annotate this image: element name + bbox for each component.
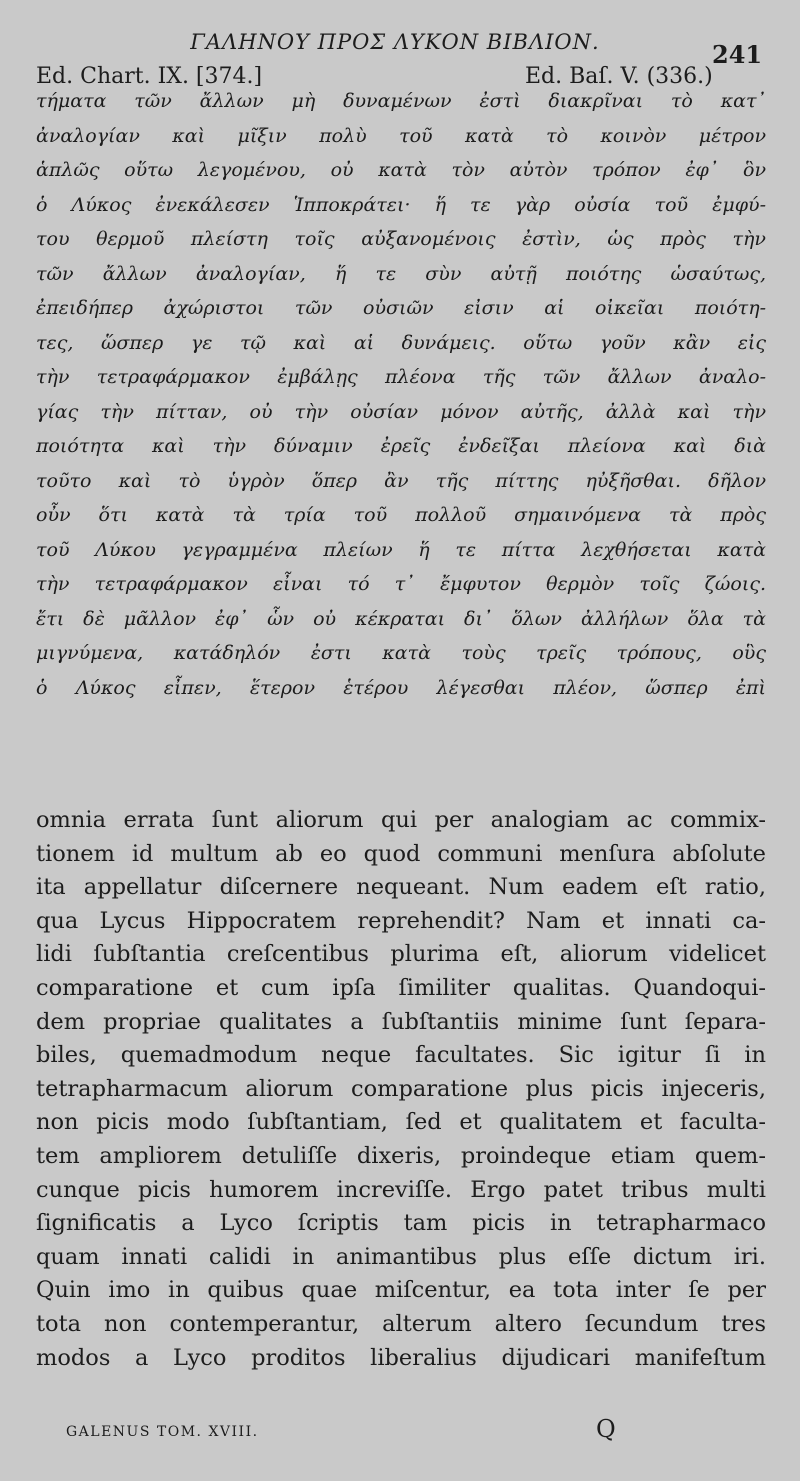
signature-mark: Q (596, 1415, 616, 1443)
greek-text-line: τες, ὥσπερ γε τῷ καὶ αἱ δυνάμεις. οὕτω γοῦν κἂν εἰς (36, 331, 766, 354)
greek-text-line: του θερμοῦ πλείστη τοῖς αὐξανομένοις ἐστὶν, ὡς πρὸς τὴν (36, 228, 766, 250)
greek-text-line: ἔτι δὲ μᾶλλον ἐφ᾽ ὧν οὐ κέκραται δι᾽ ὅλων ἀλλήλων ὅλα τὰ (36, 607, 766, 630)
latin-text-line: dem propriae qualitates a ſubſtantiis minime ſunt ſepara- (36, 1008, 766, 1035)
latin-text-line: omnia errata ſunt aliorum qui per analogiam ac commix- (36, 807, 766, 833)
page-number: 241 (712, 40, 763, 69)
greek-text-line: τοῦ Λύκου γεγραμμένα πλείων ἥ τε πίττα λεχθήσεται κατὰ (36, 538, 766, 561)
latin-text-line: quam innati calidi in animantibus plus eſſe dictum iri. (36, 1243, 766, 1270)
latin-text-line: ſignificatis a Lyco ſcriptis tam picis in tetrapharmaco (36, 1210, 766, 1237)
printer-signature: GALENUS TOM. XVIII. (66, 1424, 259, 1440)
greek-text-line: γίας τὴν πίτταν, οὐ τὴν οὐσίαν μόνον αὐτῆς, ἀλλὰ καὶ τὴν (36, 400, 766, 423)
greek-text-line: ὁ Λύκος ἐνεκάλεσεν Ἱπποκράτει· ἥ τε γὰρ οὐσία τοῦ ἐμφύ- (36, 193, 766, 216)
latin-text-line: cunque picis humorem increviſſe. Ergo patet tribus multi (36, 1176, 766, 1203)
latin-text-line: lidi ſubſtantia creſcentibus plurima eſt, aliorum videlicet (36, 941, 766, 968)
latin-text-line: tetrapharmacum aliorum comparatione plus picis injeceris, (36, 1075, 766, 1102)
greek-text-line: τήματα τῶν ἄλλων μὴ δυναμένων ἐστὶ διακρῖναι τὸ κατ᾽ (36, 90, 766, 112)
edition-chart-reference: Ed. Chart. IX. [374.] (36, 64, 263, 89)
greek-text-line: τὴν τετραφάρμακον ἐμβάλῃς πλέονα τῆς τῶν ἄλλων ἀναλο- (36, 366, 766, 388)
greek-text-line: ὁ Λύκος εἶπεν, ἕτερον ἑτέρου λέγεσθαι πλέον, ὥσπερ ἐπὶ (36, 676, 766, 699)
greek-text-line: μιγνύμενα, κατάδηλόν ἐστι κατὰ τοὺς τρεῖς τρόπους, οὓς (36, 642, 766, 664)
latin-text-line: biles, quemadmodum neque facultates. Sic igitur ſi in (36, 1042, 766, 1069)
latin-text-line: non picis modo ſubſtantiam, ſed et qualitatem et faculta- (36, 1109, 766, 1136)
greek-text-block (36, 84, 766, 705)
edition-basel-reference: Ed. Baſ. V. (336.) (525, 64, 713, 89)
latin-text-line: tem ampliorem detuliſſe dixeris, proindeque etiam quem- (36, 1142, 766, 1169)
latin-text-line: qua Lycus Hippocratem reprehendit? Nam et innati ca- (36, 907, 766, 934)
greek-text-line: ἀναλογίαν καὶ μῖξιν πολὺ τοῦ κατὰ τὸ κοινὸν μέτρον (36, 124, 766, 147)
latin-text-line: comparatione et cum ipſa ſimiliter qualitas. Quandoqui- (36, 974, 766, 1001)
greek-text-line: τῶν ἄλλων ἀναλογίαν, ἥ τε σὺν αὐτῇ ποιότης ὡσαύτως, (36, 262, 766, 285)
greek-text-line: ἁπλῶς οὕτω λεγομένου, οὐ κατὰ τὸν αὐτὸν τρόπον ἐφ᾽ ὃν (36, 159, 766, 181)
latin-text-line: tionem id multum ab eo quod communi menſura abſolute (36, 840, 766, 867)
running-title: ΓΑΛΗΝΟΥ ΠΡΟΣ ΛΥΚΟΝ ΒΙΒΛΙΟΝ. (190, 30, 600, 54)
greek-text-line: ποιότητα καὶ τὴν δύναμιν ἐρεῖς ἐνδεῖξαι πλείονα καὶ διὰ (36, 435, 766, 457)
latin-text-block (36, 804, 766, 1375)
greek-text-line: ἐπειδήπερ ἀχώριστοι τῶν οὐσιῶν εἰσιν αἱ οἰκεῖαι ποιότη- (36, 297, 766, 319)
greek-text-line: τὴν τετραφάρμακον εἶναι τό τ᾽ ἔμφυτον θερμὸν τοῖς ζώοις. (36, 573, 766, 595)
greek-text-line: τοῦτο καὶ τὸ ὑγρὸν ὅπερ ἂν τῆς πίττης ηὐξῆσθαι. δῆλον (36, 469, 766, 492)
latin-text-line: modos a Lyco proditos liberalius dijudicari manifeſtum (36, 1344, 766, 1371)
latin-text-line: ita appellatur diſcernere nequeant. Num eadem eſt ratio, (36, 874, 766, 901)
latin-text-line: Quin imo in quibus quae miſcentur, ea tota inter ſe per (36, 1277, 766, 1304)
greek-text-line: οὖν ὅτι κατὰ τὰ τρία τοῦ πολλοῦ σημαινόμενα τὰ πρὸς (36, 504, 766, 526)
latin-text-line: tota non contemperantur, alterum altero ſecundum tres (36, 1310, 766, 1337)
